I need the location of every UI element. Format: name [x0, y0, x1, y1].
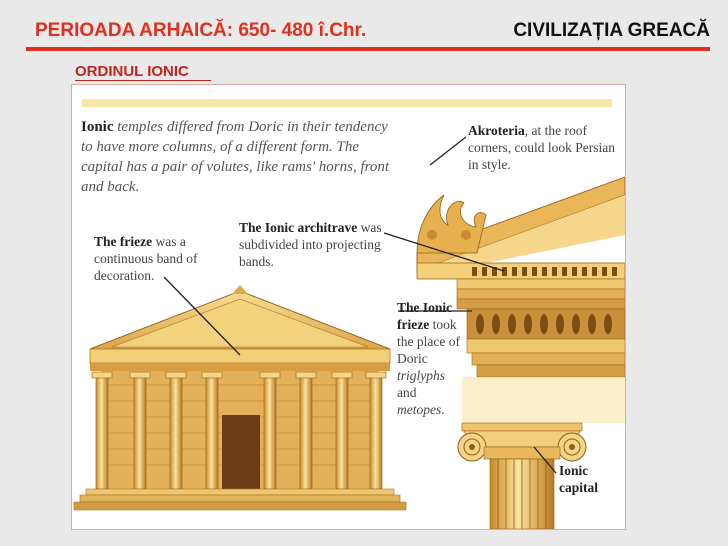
ionic-capital-label	[559, 462, 619, 496]
architrave-term: The Ionic architrave	[239, 220, 358, 235]
slide-subtitle: ORDINUL IONIC	[75, 63, 189, 80]
intro-body: temples differed from Doric in their tendency to have more columns, of a different form. The capital has a pair of volutes, like rams' horns, front and back.	[81, 119, 390, 195]
ionic-order-illustration	[71, 84, 626, 530]
capital-term: Ionic capital	[559, 463, 598, 495]
akroteria-body: , at the roof corners, could look Persian in style.	[468, 123, 615, 172]
temple-door	[222, 415, 260, 491]
frieze-body: was a continuous band of decoration.	[94, 234, 198, 283]
architrave-label	[239, 219, 389, 270]
ionic-capital-detail	[458, 423, 586, 461]
ionic-frieze-body-3: .	[441, 402, 445, 417]
akroterion-ornament	[417, 195, 486, 253]
temple-front	[74, 285, 406, 510]
intro-text	[81, 117, 391, 197]
ionic-frieze-label	[397, 299, 467, 418]
frieze-term: The frieze	[94, 234, 153, 249]
ionic-frieze-body-2: and	[397, 385, 417, 400]
akroteria-term: Akroteria	[468, 123, 525, 138]
ionic-frieze-triglyphs: triglyphs	[397, 368, 446, 383]
frieze-label	[94, 233, 224, 284]
subtitle-underline	[75, 80, 211, 81]
architrave-body: was subdivided into projecting bands.	[239, 220, 382, 269]
akroteria-label	[468, 122, 618, 173]
ionic-frieze-body-1: took the place of Doric	[397, 317, 460, 366]
ionic-frieze-metopes: metopes	[397, 402, 442, 417]
header-divider	[26, 47, 710, 51]
slide-section-title: PERIOADA ARHAICĂ: 650- 480 î.Chr.	[35, 20, 367, 41]
slide-course-title: CIVILIZAȚIA GREACĂ	[513, 20, 710, 41]
top-band	[82, 99, 612, 107]
intro-term: Ionic	[81, 119, 114, 135]
ionic-frieze-term: The Ionic frieze	[397, 300, 453, 332]
